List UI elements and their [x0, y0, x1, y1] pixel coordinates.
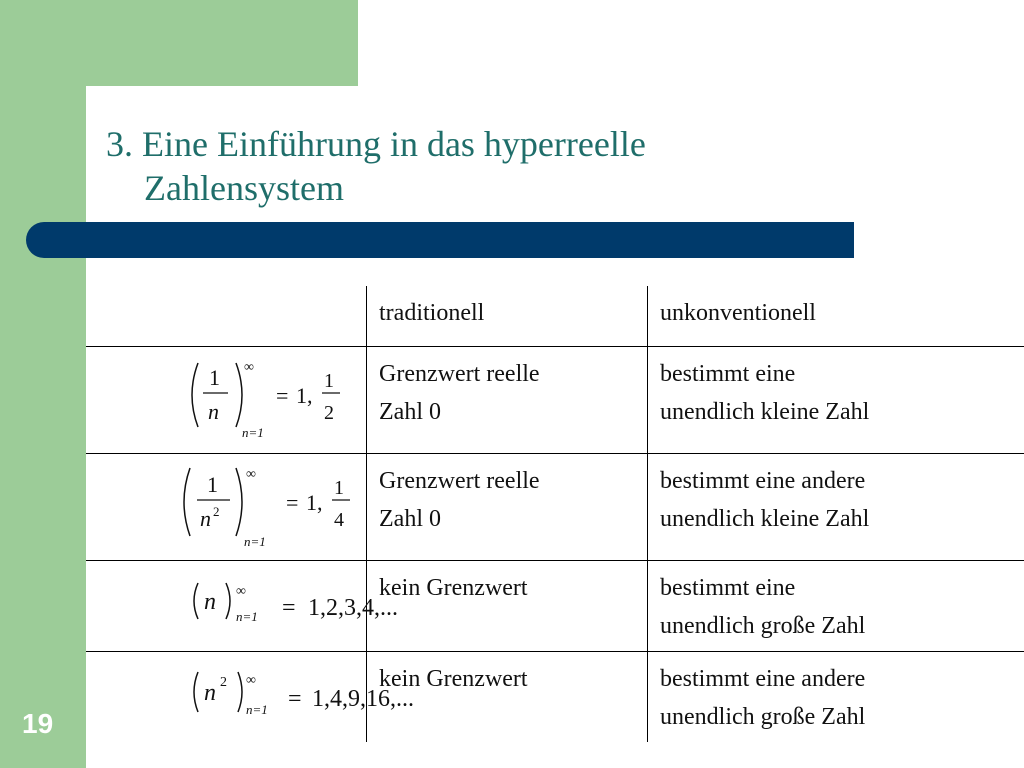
table-row — [86, 652, 1024, 743]
svg-text:∞: ∞ — [236, 584, 246, 599]
header-cell-empty — [86, 286, 367, 347]
formula-cell — [86, 347, 367, 454]
svg-text:n: n — [200, 506, 211, 531]
formula-cell — [86, 652, 414, 743]
svg-text:1: 1 — [209, 365, 220, 390]
svg-text:2: 2 — [213, 504, 220, 519]
svg-text:1: 1 — [324, 370, 334, 392]
traditional-cell: kein Grenzwert — [367, 561, 648, 652]
svg-text:n: n — [204, 589, 216, 615]
svg-text:n: n — [208, 399, 219, 424]
table-row — [86, 454, 1024, 561]
svg-text:n=1: n=1 — [236, 609, 258, 624]
traditional-cell: Grenzwert reelle Zahl 0 — [367, 454, 648, 561]
title-line-2: Zahlensystem — [144, 168, 344, 208]
title-line-1: 3. Eine Einführung in das hyperreelle — [106, 124, 646, 164]
svg-text:=: = — [282, 595, 296, 621]
formula-1-over-n — [86, 347, 366, 447]
svg-text:∞: ∞ — [246, 673, 256, 688]
svg-text:1,4,9,16,...: 1,4,9,16,... — [312, 686, 414, 712]
formula-1-over-n-squared — [86, 454, 366, 554]
header-cell-traditional: traditionell — [367, 286, 648, 347]
unconventional-cell: bestimmt eine unendlich große Zahl — [648, 561, 1024, 652]
formula-n-squared — [86, 652, 414, 732]
svg-text:1,2,3,4,...: 1,2,3,4,... — [308, 595, 398, 621]
formula-n — [86, 561, 398, 641]
svg-text:n=1: n=1 — [246, 702, 268, 717]
svg-text:1: 1 — [207, 472, 218, 497]
unconventional-cell: bestimmt eine andere unendlich große Zahl — [648, 652, 1024, 743]
title-divider-bar — [26, 222, 854, 258]
svg-text:∞: ∞ — [246, 467, 256, 482]
svg-text:2: 2 — [220, 675, 227, 690]
formula-cell — [86, 454, 367, 561]
unconventional-cell: bestimmt eine andere unendlich kleine Zahl — [648, 454, 1024, 561]
table-row — [86, 561, 1024, 652]
svg-text:1,: 1, — [306, 490, 323, 515]
slide-title — [106, 122, 866, 210]
formula-cell — [86, 561, 398, 652]
svg-text:n: n — [204, 680, 216, 706]
left-green-band — [0, 0, 86, 768]
svg-text:=: = — [288, 686, 302, 712]
svg-text:=: = — [276, 383, 289, 408]
table-row — [86, 347, 1024, 454]
table-header-row — [86, 286, 1024, 347]
page-number: 19 — [22, 708, 54, 739]
unconventional-cell: bestimmt eine unendlich kleine Zahl — [648, 347, 1024, 454]
svg-text:1: 1 — [334, 477, 344, 499]
svg-text:2: 2 — [324, 402, 334, 424]
svg-text:=: = — [286, 490, 299, 515]
svg-text:∞: ∞ — [244, 360, 254, 375]
traditional-cell: kein Grenzwert — [367, 652, 648, 743]
svg-text:1,: 1, — [296, 383, 313, 408]
top-green-band — [0, 0, 358, 86]
svg-text:4: 4 — [334, 509, 344, 531]
traditional-cell: Grenzwert reelle Zahl 0 — [367, 347, 648, 454]
comparison-table — [86, 286, 1024, 742]
header-cell-unconventional: unkonventionell — [648, 286, 1024, 347]
svg-text:n=1: n=1 — [242, 425, 264, 440]
svg-text:n=1: n=1 — [244, 534, 266, 549]
